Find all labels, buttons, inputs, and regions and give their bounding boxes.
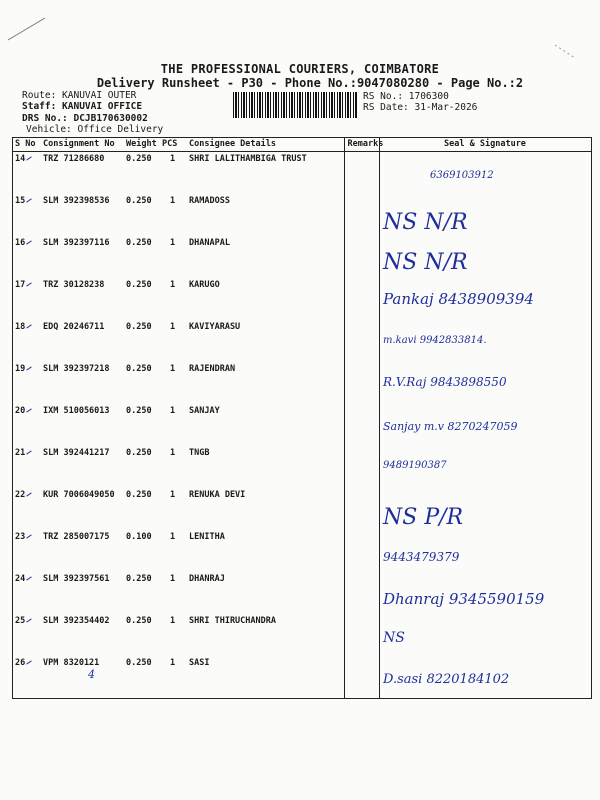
row-consignment: SLM 392354402 xyxy=(43,616,110,626)
handwritten-note: NS N/R xyxy=(383,210,468,235)
row-pcs: 1 xyxy=(169,616,176,626)
row-remarks xyxy=(344,320,379,362)
drs-label: DRS No.: DCJB170630002 xyxy=(22,113,148,124)
row-sno: 18 xyxy=(12,320,40,362)
row-pcs: 1 xyxy=(169,238,176,248)
row-consignee: SHRI THIRUCHANDRA xyxy=(189,616,276,626)
table-row xyxy=(12,614,591,656)
row-weight: 0.250 xyxy=(126,238,152,248)
row-sno: 14 xyxy=(12,152,40,195)
row-pcs: 1 xyxy=(169,154,176,164)
row-pcs: 1 xyxy=(169,658,176,668)
col-header-seal: Seal & Signature xyxy=(379,137,591,152)
row-weight: 0.250 xyxy=(126,322,152,332)
row-pcs: 1 xyxy=(169,574,176,584)
row-remarks xyxy=(344,488,379,530)
handwritten-digit: 4 xyxy=(88,668,95,681)
rs-date: RS Date: 31-Mar-2026 xyxy=(363,102,478,113)
table-row xyxy=(12,152,591,195)
col-header-sno: S No xyxy=(12,137,40,152)
handwritten-note: R.V.Raj 9843898550 xyxy=(383,375,507,389)
staff-label: Staff: KANUVAI OFFICE xyxy=(22,101,143,112)
handwritten-note: D.sasi 8220184102 xyxy=(383,672,510,687)
row-remarks xyxy=(344,152,379,195)
row-consignment: SLM 392397561 xyxy=(43,574,110,584)
table-row xyxy=(12,488,591,530)
row-pcs: 1 xyxy=(169,406,176,416)
col-header-remarks: Remarks xyxy=(344,137,379,152)
row-remarks xyxy=(344,614,379,656)
row-sno: 25 xyxy=(12,614,40,656)
row-consignment: SLM 392397218 xyxy=(43,364,110,374)
row-consignee: SANJAY xyxy=(189,406,220,416)
row-pcs: 1 xyxy=(169,490,176,500)
handwritten-note: NS P/R xyxy=(383,505,464,530)
row-consignee: RAMADOSS xyxy=(189,196,230,206)
row-sno: 21 xyxy=(12,446,40,488)
row-consignee: SHRI LALITHAMBIGA TRUST xyxy=(189,154,307,164)
row-consignee: SASI xyxy=(189,658,210,668)
row-weight: 0.250 xyxy=(126,364,152,374)
table-row xyxy=(12,320,591,362)
tick-mark xyxy=(27,240,32,244)
row-pcs: 1 xyxy=(169,532,176,542)
row-consignee: KAVIYARASU xyxy=(189,322,241,332)
tick-mark xyxy=(27,660,32,664)
row-remarks xyxy=(344,194,379,236)
row-consignee: DHANAPAL xyxy=(189,238,230,248)
row-sno: 19 xyxy=(12,362,40,404)
handwritten-note: 6369103912 xyxy=(430,170,494,181)
tick-mark xyxy=(27,324,32,328)
handwritten-note: Dhanraj 9345590159 xyxy=(383,590,545,608)
row-remarks xyxy=(344,530,379,572)
row-weight: 0.100 xyxy=(126,532,152,542)
row-consignment: TRZ 30128238 xyxy=(43,280,105,290)
row-pcs: 1 xyxy=(169,280,176,290)
barcode xyxy=(233,92,358,118)
row-consignee: RENUKA DEVI xyxy=(189,490,246,500)
row-consignment: KUR 7006049050 xyxy=(43,490,115,500)
company-title: THE PROFESSIONAL COURIERS, COIMBATORE xyxy=(160,62,440,76)
row-consignment: TRZ 71286680 xyxy=(43,154,105,164)
row-weight: 0.250 xyxy=(126,490,152,500)
tick-mark xyxy=(27,450,32,454)
row-consignee: KARUGO xyxy=(189,280,220,290)
handwritten-note: Sanjay m.v 8270247059 xyxy=(383,420,518,433)
tick-mark xyxy=(27,534,32,538)
row-consignment: IXM 510056013 xyxy=(43,406,110,416)
table-row xyxy=(12,530,591,572)
margin-scribbles xyxy=(0,0,600,60)
row-consignee: LENITHA xyxy=(189,532,225,542)
row-weight: 0.250 xyxy=(126,574,152,584)
runsheet-table xyxy=(12,137,592,698)
col-header-consignment: Consignment No xyxy=(40,137,123,152)
row-remarks xyxy=(344,236,379,278)
handwritten-note: 9443479379 xyxy=(383,550,460,564)
rs-number: RS No.: 1706300 xyxy=(363,91,449,102)
row-pcs: 1 xyxy=(169,322,176,332)
row-remarks xyxy=(344,278,379,320)
row-consignee: RAJENDRAN xyxy=(189,364,236,374)
row-weight: 0.250 xyxy=(126,448,152,458)
row-sno: 23 xyxy=(12,530,40,572)
table-header-row xyxy=(12,137,591,152)
row-consignee: TNGB xyxy=(189,448,210,458)
row-pcs: 1 xyxy=(169,364,176,374)
row-sno: 22 xyxy=(12,488,40,530)
row-sno: 26 xyxy=(12,656,40,698)
runsheet-subtitle: Delivery Runsheet - P30 - Phone No.:9047080280 - Page No.:2 xyxy=(96,76,524,90)
table-row xyxy=(12,446,591,488)
tick-mark xyxy=(27,618,32,622)
row-weight: 0.250 xyxy=(126,196,152,206)
row-sno: 15 xyxy=(12,194,40,236)
row-consignment: VPM 8320121 xyxy=(43,658,100,668)
row-remarks xyxy=(344,656,379,698)
row-sno: 16 xyxy=(12,236,40,278)
route-label: Route: KANUVAI OUTER xyxy=(22,90,137,101)
col-header-weight: Weight xyxy=(123,137,159,152)
row-pcs: 1 xyxy=(169,196,176,206)
table-row xyxy=(12,236,591,278)
handwritten-note: NS N/R xyxy=(383,250,468,275)
tick-mark xyxy=(27,366,32,370)
row-consignment: EDQ 20246711 xyxy=(43,322,105,332)
col-header-consignee: Consignee Details xyxy=(186,137,344,152)
row-sno: 24 xyxy=(12,572,40,614)
handwritten-note: NS xyxy=(383,630,405,646)
tick-mark xyxy=(27,156,32,160)
handwritten-note: Pankaj 8438909394 xyxy=(383,290,534,308)
row-remarks xyxy=(344,572,379,614)
row-seal xyxy=(379,614,591,656)
table-row xyxy=(12,194,591,236)
row-consignment: TRZ 285007175 xyxy=(43,532,110,542)
row-consignee: DHANRAJ xyxy=(189,574,225,584)
tick-mark xyxy=(27,576,32,580)
vehicle-label: Vehicle: Office Delivery xyxy=(26,124,164,135)
row-weight: 0.250 xyxy=(126,280,152,290)
row-consignment: SLM 392441217 xyxy=(43,448,110,458)
row-remarks xyxy=(344,362,379,404)
handwritten-note: 9489190387 xyxy=(383,460,447,471)
tick-mark xyxy=(27,198,32,202)
row-weight: 0.250 xyxy=(126,154,152,164)
handwritten-note: m.kavi 9942833814. xyxy=(383,335,487,346)
row-remarks xyxy=(344,404,379,446)
row-sno: 17 xyxy=(12,278,40,320)
row-weight: 0.250 xyxy=(126,406,152,416)
col-header-pcs: PCS xyxy=(159,137,186,152)
row-weight: 0.250 xyxy=(126,658,152,668)
tick-mark xyxy=(27,282,32,286)
row-sno: 20 xyxy=(12,404,40,446)
row-weight: 0.250 xyxy=(126,616,152,626)
row-remarks xyxy=(344,446,379,488)
row-pcs: 1 xyxy=(169,448,176,458)
row-consignment: SLM 392398536 xyxy=(43,196,110,206)
tick-mark xyxy=(27,492,32,496)
tick-mark xyxy=(27,408,32,412)
row-consignment: SLM 392397116 xyxy=(43,238,110,248)
